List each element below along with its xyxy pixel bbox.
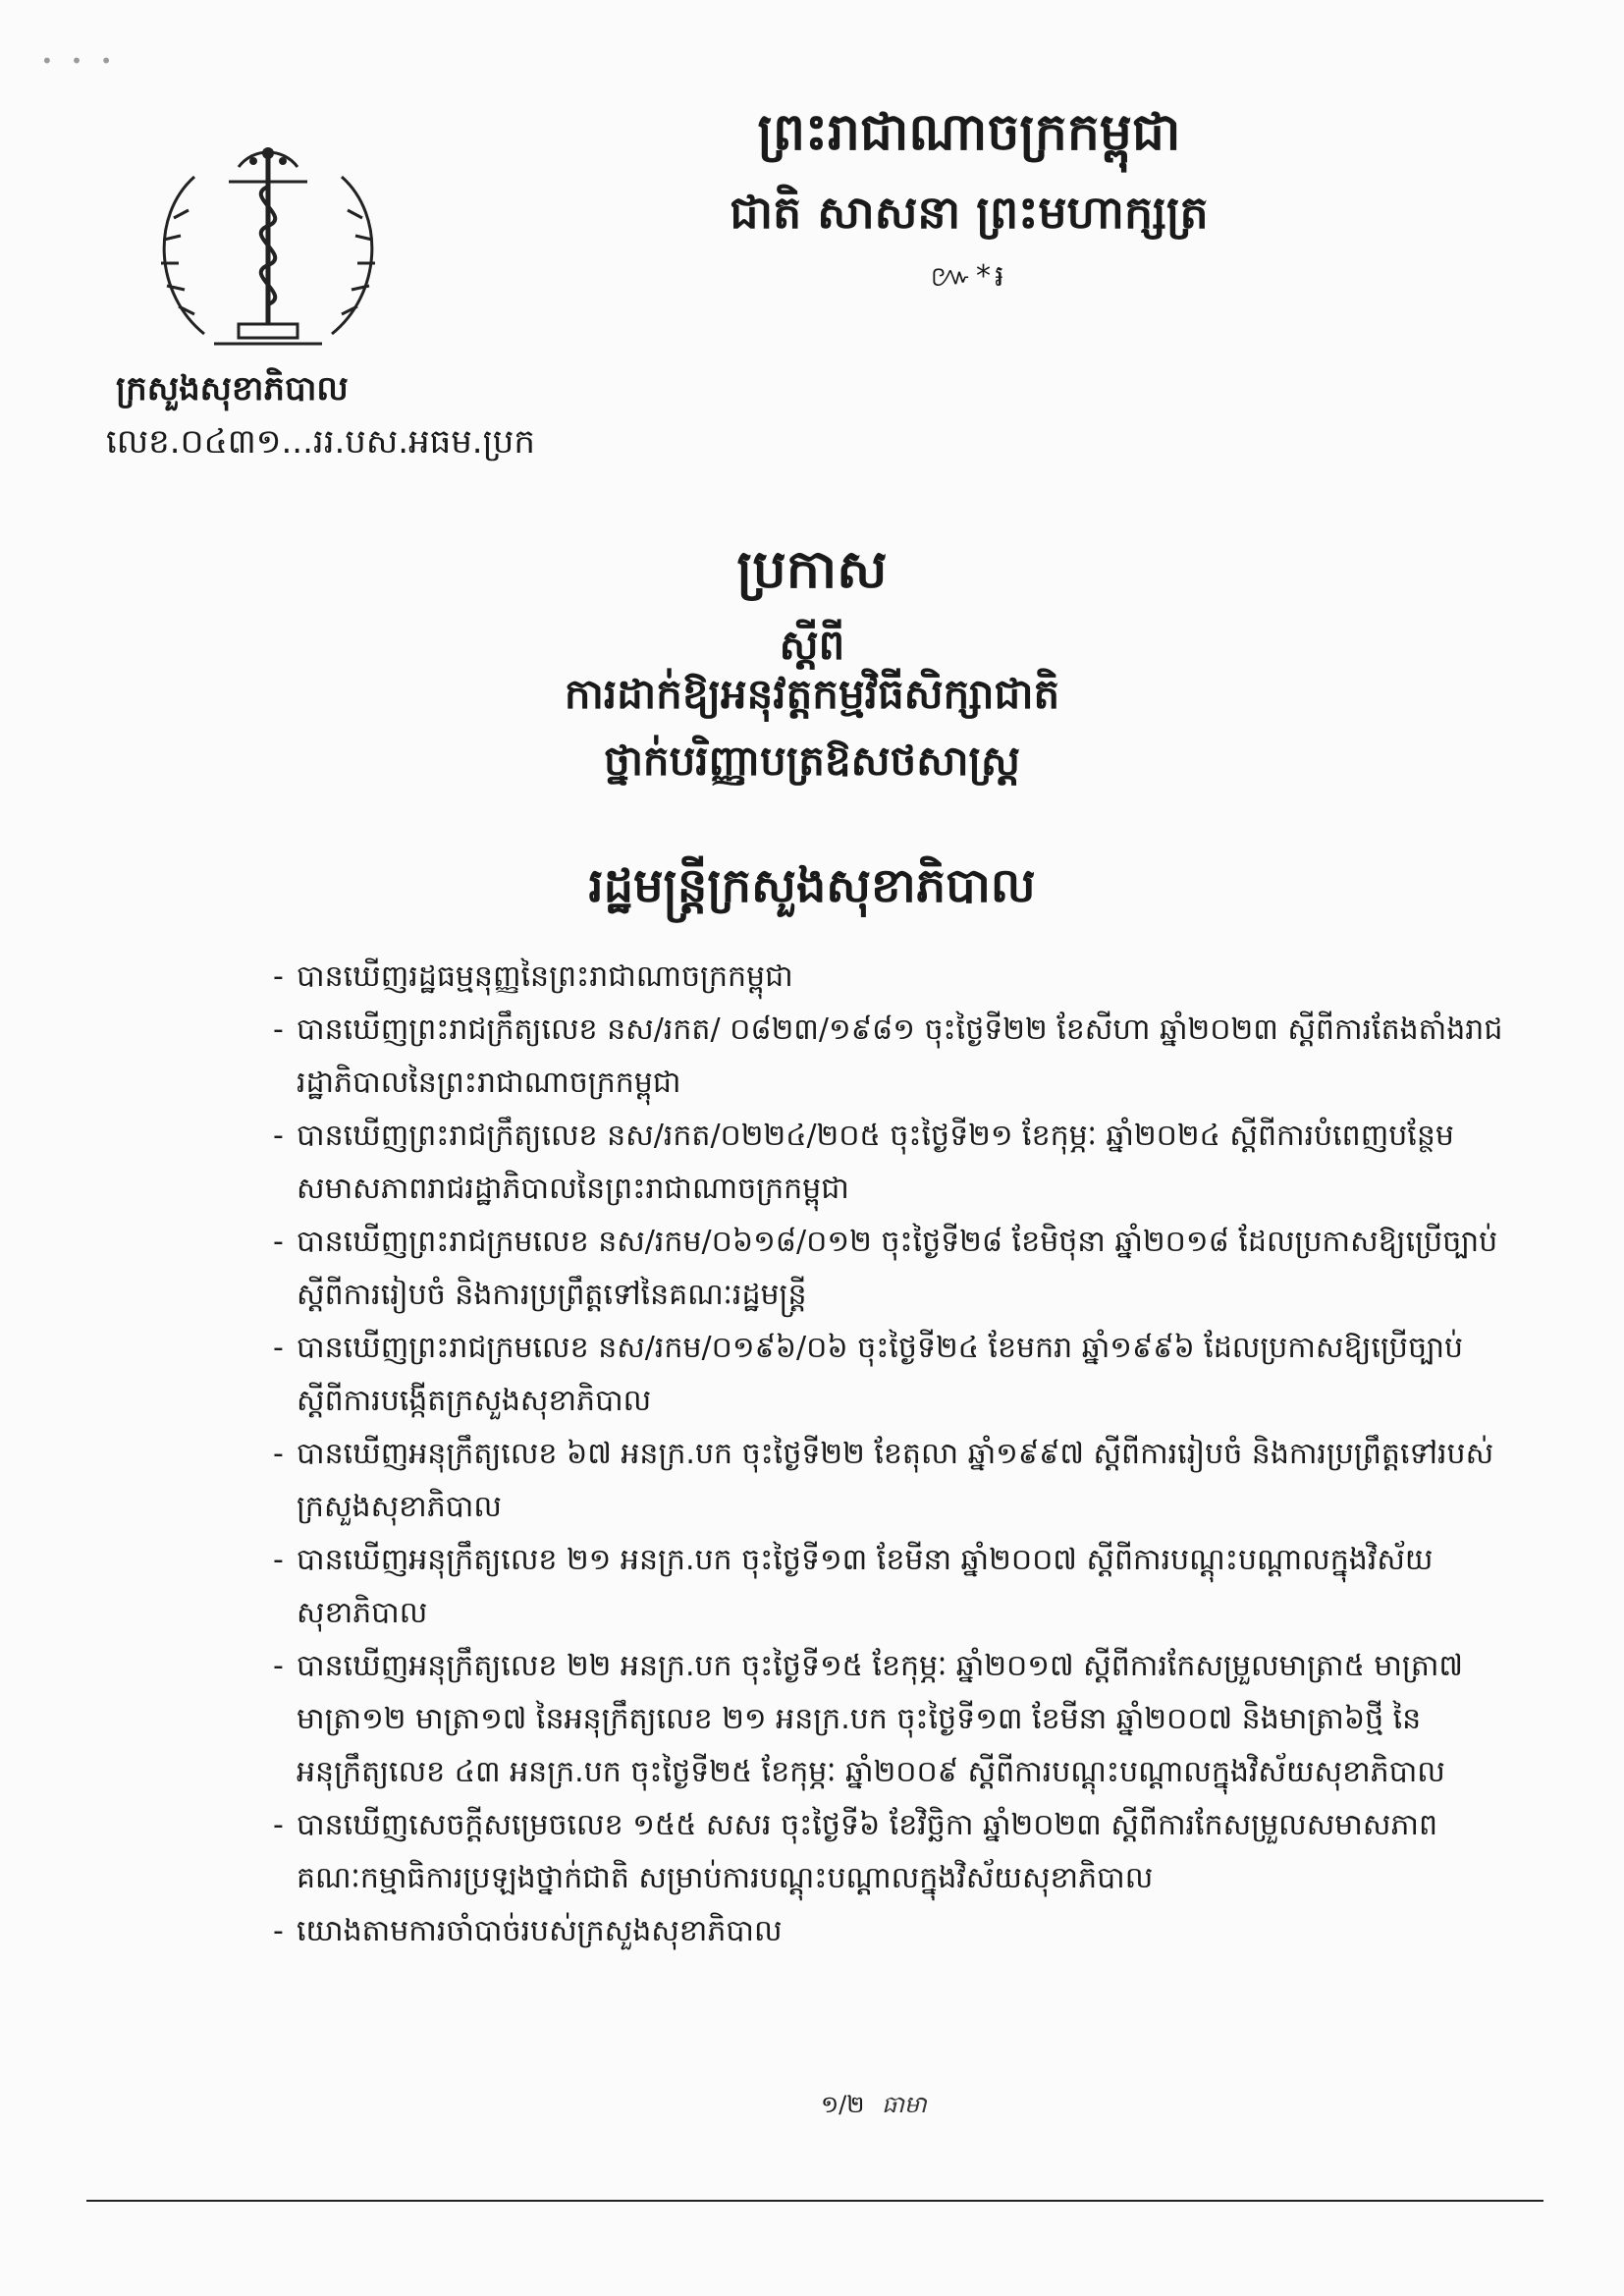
legal-basis-list: [277, 951, 1504, 1958]
list-item: - បានឃើញព្រះរាជក្រមលេខ នស/រកម/០៦១៨/០១២ ចុះថ្ងៃទី២៨ ខែមិថុនា ឆ្នាំ២០១៨ ដែលប្រកាសឱ្យប្រើច្បាប់ស្តីពីការរៀបចំ និងការប្រព្រឹត្តទៅនៃគណៈរដ្ឋមន្ត្រី: [277, 1216, 1504, 1322]
footer-divider: [86, 2200, 1543, 2202]
list-item: - បានឃើញសេចក្តីសម្រេចលេខ ១៥៥ សសរ ចុះថ្ងៃទី៦ ខែវិច្ឆិកា ឆ្នាំ២០២៣ ស្តីពីការកែសម្រួលសមាសភាពគណៈកម្មាធិការប្រឡងថ្នាក់ជាតិ សម្រាប់ការបណ្តុះបណ្តាលក្នុងវិស័យសុខាភិបាល: [277, 1799, 1504, 1905]
list-item: - បានឃើញព្រះរាជក្រមលេខ នស/រកម/០១៩៦/០៦ ចុះថ្ងៃទី២៤ ខែមករា ឆ្នាំ១៩៩៦ ដែលប្រកាសឱ្យប្រើច្បាប់ស្តីពីការបង្កើតក្រសួងសុខាភិបាល: [277, 1322, 1504, 1428]
footer-address-faint: [86, 2241, 1543, 2280]
list-item: - បានឃើញអនុក្រឹត្យលេខ ៦៧ អនក្រ.បក ចុះថ្ងៃទី២២ ខែតុលា ឆ្នាំ១៩៩៧ ស្តីពីការរៀបចំ និងការប្រព្រឹត្តទៅរបស់ក្រសួងសុខាភិបាល: [277, 1428, 1504, 1534]
national-motto: ជាតិ សាសនា ព្រះមហាក្សត្រ: [730, 186, 1209, 239]
list-item: - បានឃើញព្រះរាជក្រឹត្យលេខ នស/រកត/ ០៨២៣/១៩៨១ ចុះថ្ងៃទី២២ ខែសីហា ឆ្នាំ២០២៣ ស្តីពីការតែងតាំងរាជរដ្ឋាភិបាលនៃព្រះរាជាណាចក្រកម្ពុជា: [277, 1004, 1504, 1110]
subject-line-1: ការដាក់ឱ្យអនុវត្តកម្មវិធីសិក្សាជាតិ: [564, 670, 1060, 718]
subject-line-2: ថ្នាក់បរិញ្ញាបត្រឱសថសាស្ត្រ: [603, 737, 1021, 785]
initials: ធាមា: [882, 2091, 927, 2118]
scan-mark: • • •: [41, 49, 119, 73]
list-item: - បានឃើញព្រះរាជក្រឹត្យលេខ នស/រកត/០២២៤/២០៥ ចុះថ្ងៃទី២១ ខែកុម្ភៈ ឆ្នាំ២០២៤ ស្តីពីការបំពេញបន្ថែមសមាសភាពរាជរដ្ឋាភិបាលនៃព្រះរាជាណាចក្រកម្ពុជា: [277, 1110, 1504, 1216]
issuer-title: រដ្ឋមន្ត្រីក្រសួងសុខាភិបាល: [588, 858, 1036, 913]
list-item: - យោងតាមការចាំបាច់របស់ក្រសួងសុខាភិបាល: [277, 1905, 1504, 1958]
list-item: - បានឃើញរដ្ឋធម្មនុញ្ញនៃព្រះរាជាណាចក្រកម្ពុជា: [277, 951, 1504, 1004]
kingdom-title: ព្រះរាជាណាចក្រកម្ពុជា: [757, 103, 1181, 162]
ornament: ៚*៛: [930, 259, 1008, 294]
page-number: [821, 2090, 927, 2124]
list-item: - បានឃើញអនុក្រឹត្យលេខ ២២ អនក្រ.បក ចុះថ្ងៃទី១៥ ខែកុម្ភៈ ឆ្នាំ២០១៧ ស្តីពីការកែសម្រួលមាត្រា៥ មាត្រា៧ មាត្រា១២ មាត្រា១៧ នៃអនុក្រឹត្យលេខ ២១ អនក្រ.បក ចុះថ្ងៃទី១៣ ខែមីនា ឆ្នាំ២០០៧ និងមាត្រា៦ថ្មី នៃអនុក្រឹត្យលេខ ៤៣ អនក្រ.បក ចុះថ្ងៃទី២៥ ខែកុម្ភៈ ឆ្នាំ២០០៩ ស្តីពីការបណ្តុះបណ្តាលក្នុងវិស័យសុខាភិបាល: [277, 1640, 1504, 1799]
document-type: ប្រកាស: [736, 538, 888, 600]
ministry-emblem-icon: [135, 128, 401, 363]
ministry-name: ក្រសួងសុខាភិបាល: [116, 369, 349, 409]
list-item: - បានឃើញអនុក្រឹត្យលេខ ២១ អនក្រ.បក ចុះថ្ងៃទី១៣ ខែមីនា ឆ្នាំ២០០៧ ស្តីពីការបណ្តុះបណ្តាលក្នុងវិស័យសុខាភិបាល: [277, 1534, 1504, 1640]
page-number-text: ១/២: [821, 2091, 865, 2118]
about-label: ស្តីពី: [779, 621, 845, 669]
reference-number: លេខ.០៤៣១...ររ.បស.អធម.ប្រក: [106, 422, 535, 462]
